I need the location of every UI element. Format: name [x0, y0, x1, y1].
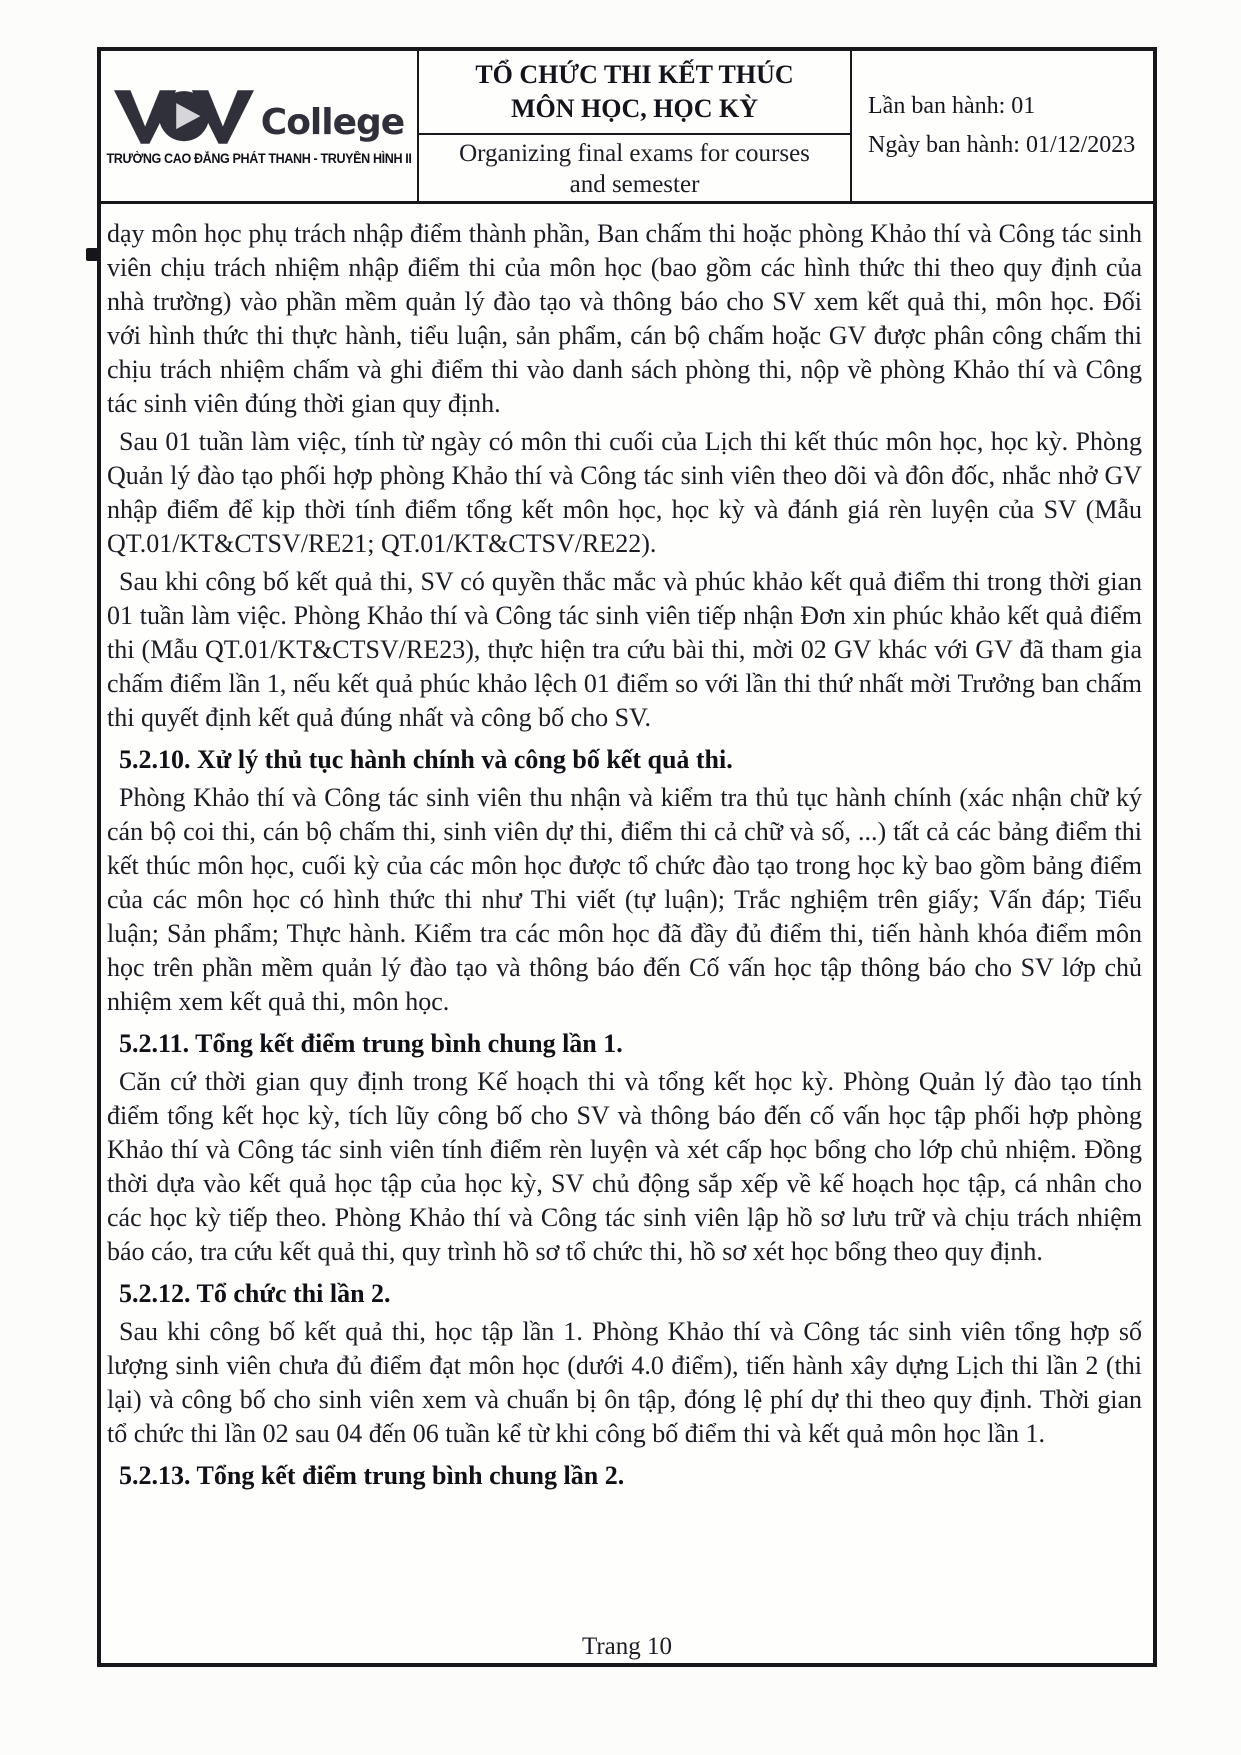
body-paragraph: Sau khi công bố kết quả thi, học tập lần 1. Phòng Khảo thí và Công tác sinh viên tổng hợp số lượng sinh viên chưa đủ điểm đạt môn học (dưới 4.0 điểm), tiến hành xây dựng Lịch thi lần 2 (thi lại) và công bố cho sinh viên xem và chuẩn bị ôn tập, đóng lệ phí dự thi theo quy định. Thời gian tổ chức thi lần 02 sau 04 đến 06 tuần kể từ khi công bố điểm thi và kết quả môn học lần 1.	[107, 1317, 1142, 1448]
document-body	[101, 204, 1153, 1493]
section-heading-5-2-12: 5.2.12. Tổ chức thi lần 2.	[119, 1279, 391, 1308]
header-issue-cell	[852, 51, 1153, 201]
section-heading-5-2-10: 5.2.10. Xử lý thủ tục hành chính và công bố kết quả thi.	[119, 745, 733, 774]
issue-number: Lần ban hành: 01	[868, 93, 1036, 119]
issue-date: Ngày ban hành: 01/12/2023	[868, 132, 1136, 158]
vov-logo-icon	[114, 90, 254, 144]
header-logo-cell	[101, 51, 419, 201]
section-heading-5-2-11: 5.2.11. Tổng kết điểm trung bình chung lần 1.	[119, 1029, 623, 1058]
page-number: Trang 10	[581, 1633, 673, 1660]
vov-college-logo	[114, 90, 404, 144]
title-en-line1: Organizing final exams for courses	[459, 140, 810, 167]
title-vi-line1: TỔ CHỨC THI KẾT THÚC	[475, 60, 794, 89]
document-header	[101, 51, 1153, 204]
body-paragraph: Sau 01 tuần làm việc, tính từ ngày có môn thi cuối của Lịch thi kết thúc môn học, học kỳ. Phòng Quản lý đào tạo phối hợp phòng Khảo thí và Công tác sinh viên theo dõi và đôn đốc, nhắc nhở GV nhập điểm để kịp thời tính điểm tổng kết môn học, học kỳ và đánh giá rèn luyện của SV (Mẫu QT.01/KT&CTSV/RE21; QT.01/KT&CTSV/RE22).	[107, 427, 1142, 558]
body-paragraph: dạy môn học phụ trách nhập điểm thành phần, Ban chấm thi hoặc phòng Khảo thí và Công tác sinh viên chịu trách nhiệm nhập điểm thi của môn học (bao gồm các hình thức thi theo quy định của nhà trường) vào phần mềm quản lý đào tạo và thông báo cho SV xem kết quả thi, môn học. Đối với hình thức thi thực hành, tiểu luận, sản phẩm, cán bộ chấm hoặc GV được phân công chấm thi chịu trách nhiệm chấm và ghi điểm thi vào danh sách phòng thi, nộp về phòng Khảo thí và Công tác sinh viên đúng thời gian quy định.	[107, 219, 1142, 418]
section-heading-5-2-13: 5.2.13. Tổng kết điểm trung bình chung lần 2.	[119, 1461, 625, 1490]
body-paragraph: Căn cứ thời gian quy định trong Kế hoạch thi và tổng kết học kỳ. Phòng Quản lý đào tạo tính điểm tổng kết học kỳ, tích lũy công bố cho SV và thông báo đến cố vấn học tập phối hợp phòng Khảo thí và Công tác sinh viên tính điểm rèn luyện và xét cấp học bổng cho lớp chủ nhiệm. Đồng thời dựa vào kết quả học tập của học kỳ, SV chủ động sắp xếp về kế hoạch học tập, cá nhân cho các học kỳ tiếp theo. Phòng Khảo thí và Công tác sinh viên lập hồ sơ lưu trữ và chịu trách nhiệm báo cáo, tra cứu kết quả thi, quy trình hồ sơ tổ chức thi, hồ sơ xét học bổng theo quy định.	[107, 1067, 1142, 1266]
logo-subtitle: TRƯỜNG CAO ĐẲNG PHÁT THANH - TRUYỀN HÌNH II	[106, 151, 412, 166]
logo-college-label: College	[260, 102, 405, 143]
title-vi-line2: MÔN HỌC, HỌC KỲ	[511, 94, 758, 123]
document-frame	[97, 47, 1157, 1667]
title-en-line2: and semester	[569, 171, 700, 198]
document-title-en	[419, 135, 850, 201]
document-title-vi	[419, 51, 850, 135]
header-title-cell	[419, 51, 852, 201]
body-paragraph: Sau khi công bố kết quả thi, SV có quyền thắc mắc và phúc khảo kết quả điểm thi trong thời gian 01 tuần làm việc. Phòng Khảo thí và Công tác sinh viên tiếp nhận Đơn xin phúc khảo kết quả điểm thi (Mẫu QT.01/KT&CTSV/RE23), thực hiện tra cứu bài thi, mời 02 GV khác với GV đã tham gia chấm điểm lần 1, nếu kết quả phúc khảo lệch 01 điểm so với lần thi thứ nhất mời Trưởng ban chấm thi quyết định kết quả đúng nhất và công bố cho SV.	[107, 567, 1142, 732]
body-paragraph: Phòng Khảo thí và Công tác sinh viên thu nhận và kiểm tra thủ tục hành chính (xác nhận chữ ký cán bộ coi thi, cán bộ chấm thi, sinh viên dự thi, điểm thi cả chữ và số, ...) tất cả các bảng điểm thi kết thúc môn học, cuối kỳ của các môn học được tổ chức đào tạo trong học kỳ bao gồm bảng điểm của các môn học có hình thức thi như Thi viết (tự luận); Trắc nghiệm trên giấy; Vấn đáp; Tiểu luận; Sản phẩm; Thực hành. Kiểm tra các môn học đã đầy đủ điểm thi, tiến hành khóa điểm môn học trên phần mềm quản lý đào tạo và thông báo đến Cố vấn học tập thông báo cho SV lớp chủ nhiệm xem kết quả thi, môn học.	[107, 783, 1142, 1016]
